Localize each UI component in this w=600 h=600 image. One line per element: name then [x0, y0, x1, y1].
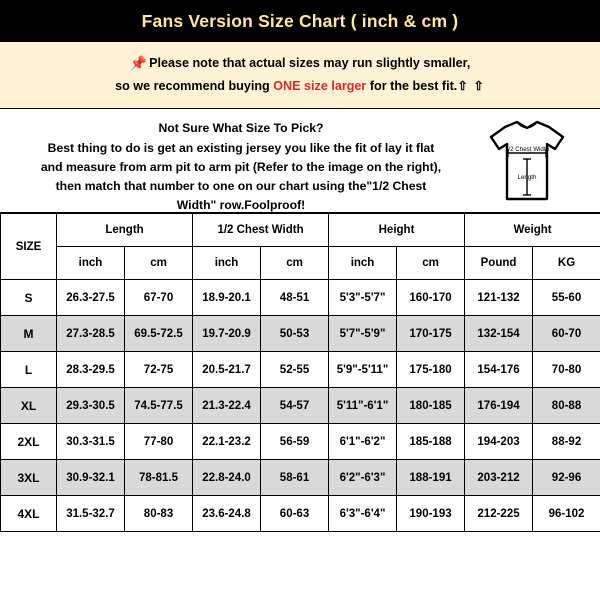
chart-title-bar	[0, 0, 600, 42]
table-row	[1, 460, 600, 496]
cell-chest-cm: 60-63	[261, 496, 329, 532]
sizing-note-band	[0, 42, 600, 109]
cell-chest-cm: 58-61	[261, 460, 329, 496]
header-group-weight: Weight	[465, 214, 600, 247]
help-line-4: Width" row.Foolproof!	[176, 198, 306, 212]
cell-height-inch: 6'1"-6'2"	[329, 424, 397, 460]
note-text-2-before: so we recommend buying	[115, 79, 274, 93]
cell-length-cm: 67-70	[125, 280, 193, 316]
cell-height-cm: 160-170	[397, 280, 465, 316]
table-row	[1, 316, 600, 352]
cell-height-cm: 175-180	[397, 352, 465, 388]
note-text-2-after: for the best fit.	[366, 79, 458, 93]
cell-weight-kg: 88-92	[533, 424, 600, 460]
header-unit-chest-cm: cm	[261, 247, 329, 280]
cell-weight-pound: 203-212	[465, 460, 533, 496]
table-unit-header-row	[1, 247, 600, 280]
header-group-height: Height	[329, 214, 465, 247]
cell-weight-pound: 121-132	[465, 280, 533, 316]
cell-length-cm: 74.5-77.5	[125, 388, 193, 424]
header-unit-length-cm: cm	[125, 247, 193, 280]
up-arrows-icon: ⇧ ⇧	[457, 79, 485, 93]
cell-weight-kg: 96-102	[533, 496, 600, 532]
cell-chest-inch: 20.5-21.7	[193, 352, 261, 388]
cell-weight-pound: 176-194	[465, 388, 533, 424]
cell-chest-cm: 56-59	[261, 424, 329, 460]
header-group-length: Length	[57, 214, 193, 247]
cell-height-cm: 190-193	[397, 496, 465, 532]
cell-chest-inch: 18.9-20.1	[193, 280, 261, 316]
cell-weight-pound: 132-154	[465, 316, 533, 352]
cell-chest-inch: 21.3-22.4	[193, 388, 261, 424]
header-group-chest-width: 1/2 Chest Width	[193, 214, 329, 247]
cell-length-inch: 30.3-31.5	[57, 424, 125, 460]
cell-length-inch: 30.9-32.1	[57, 460, 125, 496]
cell-weight-kg: 55-60	[533, 280, 600, 316]
note-line-1	[10, 52, 590, 73]
table-row	[1, 424, 600, 460]
cell-weight-kg: 92-96	[533, 460, 600, 496]
tshirt-diagram-icon	[475, 119, 587, 207]
table-group-header-row	[1, 214, 600, 247]
tshirt-diagram	[468, 117, 594, 207]
cell-height-inch: 5'9"-5'11"	[329, 352, 397, 388]
cell-height-cm: 180-185	[397, 388, 465, 424]
cell-size: XL	[1, 388, 57, 424]
cell-chest-cm: 54-57	[261, 388, 329, 424]
cell-chest-inch: 23.6-24.8	[193, 496, 261, 532]
header-unit-height-inch: inch	[329, 247, 397, 280]
cell-height-inch: 5'7"-5'9"	[329, 316, 397, 352]
help-line-3: then match that number to one on our chart using the"1/2 Chest	[55, 179, 427, 193]
cell-length-cm: 69.5-72.5	[125, 316, 193, 352]
cell-length-cm: 72-75	[125, 352, 193, 388]
table-body	[1, 280, 600, 532]
header-unit-length-inch: inch	[57, 247, 125, 280]
cell-size: S	[1, 280, 57, 316]
cell-size: 4XL	[1, 496, 57, 532]
cell-height-inch: 5'3"-5'7"	[329, 280, 397, 316]
help-line-1: Best thing to do is get an existing jersey you like the fit of lay it flat	[47, 141, 435, 155]
chest-width-label: 1/2 Chest Width	[504, 146, 550, 153]
header-unit-weight-kg: KG	[533, 247, 600, 280]
cell-chest-inch: 19.7-20.9	[193, 316, 261, 352]
cell-length-inch: 31.5-32.7	[57, 496, 125, 532]
table-row	[1, 352, 600, 388]
note-line-2	[10, 76, 590, 96]
cell-length-cm: 77-80	[125, 424, 193, 460]
cell-height-inch: 6'2"-6'3"	[329, 460, 397, 496]
header-unit-chest-inch: inch	[193, 247, 261, 280]
cell-weight-pound: 194-203	[465, 424, 533, 460]
cell-chest-inch: 22.1-23.2	[193, 424, 261, 460]
cell-height-inch: 6'3"-6'4"	[329, 496, 397, 532]
cell-height-cm: 188-191	[397, 460, 465, 496]
cell-length-inch: 27.3-28.5	[57, 316, 125, 352]
cell-weight-pound: 154-176	[465, 352, 533, 388]
cell-chest-cm: 52-55	[261, 352, 329, 388]
cell-height-inch: 5'11"-6'1"	[329, 388, 397, 424]
length-label: Length	[517, 174, 537, 181]
cell-length-inch: 29.3-30.5	[57, 388, 125, 424]
cell-size: L	[1, 352, 57, 388]
header-unit-weight-pound: Pound	[465, 247, 533, 280]
help-question: Not Sure What Size To Pick?	[158, 121, 324, 135]
table-row	[1, 388, 600, 424]
cell-chest-cm: 48-51	[261, 280, 329, 316]
help-text-block	[6, 117, 468, 215]
cell-length-cm: 78-81.5	[125, 460, 193, 496]
page-title: Fans Version Size Chart ( inch & cm )	[141, 10, 459, 31]
cell-weight-kg: 80-88	[533, 388, 600, 424]
table-row	[1, 280, 600, 316]
pushpin-icon: 📌	[129, 55, 148, 71]
cell-size: 2XL	[1, 424, 57, 460]
cell-height-cm: 185-188	[397, 424, 465, 460]
cell-length-inch: 28.3-29.5	[57, 352, 125, 388]
cell-chest-cm: 50-53	[261, 316, 329, 352]
cell-weight-pound: 212-225	[465, 496, 533, 532]
cell-weight-kg: 70-80	[533, 352, 600, 388]
cell-length-inch: 26.3-27.5	[57, 280, 125, 316]
cell-size: 3XL	[1, 460, 57, 496]
help-line-2: and measure from arm pit to arm pit (Refer to the image on the right),	[40, 160, 442, 174]
measuring-help-band	[0, 109, 600, 213]
note-highlight: ONE size larger	[273, 79, 367, 93]
table-row	[1, 496, 600, 532]
size-chart-table	[0, 213, 600, 532]
note-text-1: Please note that actual sizes may run slightly smaller,	[149, 56, 471, 70]
cell-size: M	[1, 316, 57, 352]
cell-chest-inch: 22.8-24.0	[193, 460, 261, 496]
cell-weight-kg: 60-70	[533, 316, 600, 352]
header-unit-height-cm: cm	[397, 247, 465, 280]
cell-height-cm: 170-175	[397, 316, 465, 352]
header-size: SIZE	[1, 214, 57, 280]
cell-length-cm: 80-83	[125, 496, 193, 532]
